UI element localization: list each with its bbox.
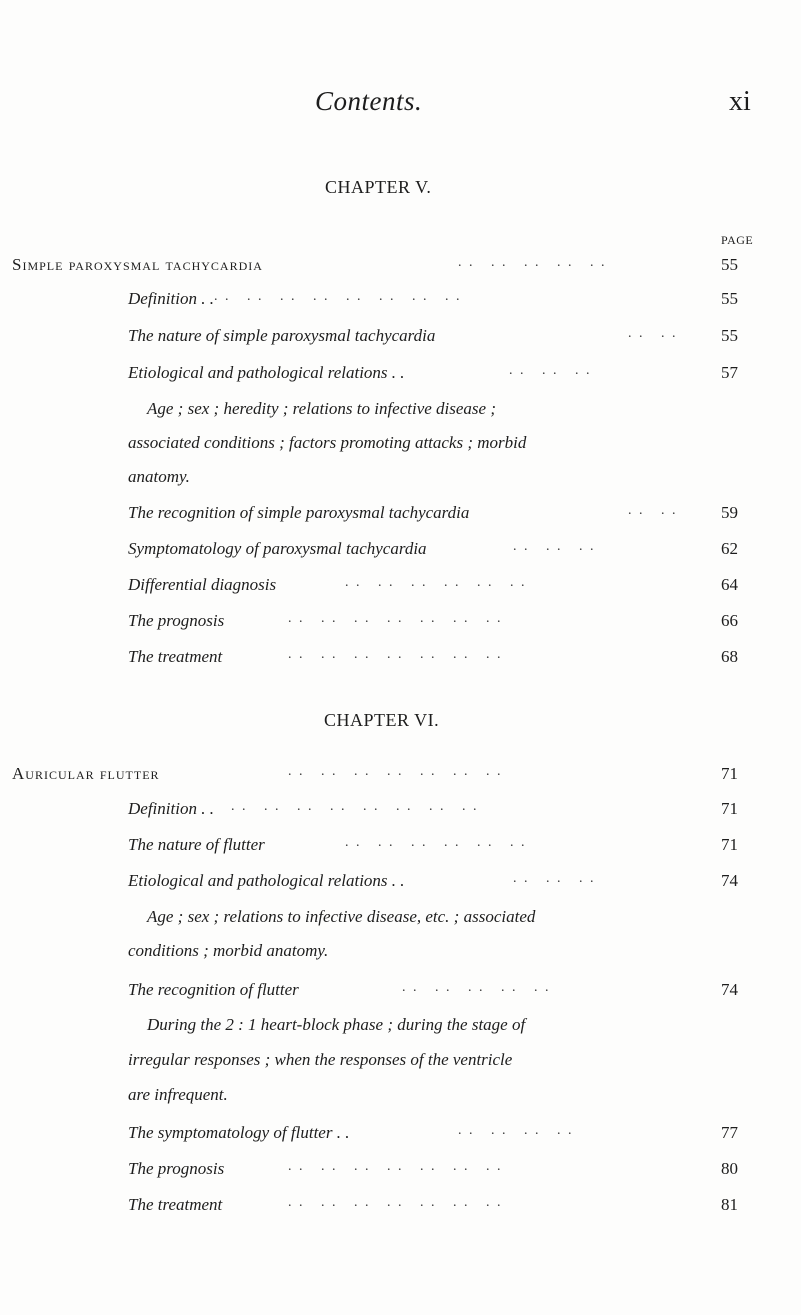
leader-dots: .. .. .. .. .. .. .. xyxy=(288,1159,508,1174)
page-ref: 55 xyxy=(721,326,738,345)
entry-description: anatomy. xyxy=(128,467,190,486)
leader-dots: .. .. .. xyxy=(513,539,601,554)
toc-entry-row xyxy=(0,503,801,527)
entry-title: The nature of flutter xyxy=(128,835,265,854)
leader-dots: .. .. .. .. .. .. .. xyxy=(288,1195,508,1210)
section-title: Simple paroxysmal tachycardia xyxy=(12,255,263,274)
entry-description: Age ; sex ; relations to infective disease, etc. ; associated xyxy=(147,907,536,926)
toc-entry-row xyxy=(0,980,801,1004)
entry-title: Definition . . xyxy=(128,289,214,308)
page-ref: 77 xyxy=(721,1123,738,1142)
section-title: Auricular flutter xyxy=(12,764,160,783)
leader-dots: .. .. .. .. .. .. .. .. xyxy=(214,289,467,304)
page-ref: 71 xyxy=(721,799,738,818)
entry-title: The symptomatology of flutter . . xyxy=(128,1123,350,1142)
entry-title: The recognition of simple paroxysmal tachycardia xyxy=(128,503,470,522)
page-ref: 59 xyxy=(721,503,738,522)
entry-description: irregular responses ; when the responses of the ventricle xyxy=(128,1050,513,1069)
entry-title: The nature of simple paroxysmal tachycardia xyxy=(128,326,436,345)
entry-description: are infrequent. xyxy=(128,1085,228,1104)
toc-entry-row xyxy=(0,871,801,895)
toc-entry-row xyxy=(0,611,801,635)
entry-title: Etiological and pathological relations . . xyxy=(128,363,405,382)
entry-title: Symptomatology of paroxysmal tachycardia xyxy=(128,539,427,558)
leader-dots: .. .. .. .. .. .. .. xyxy=(288,764,508,779)
page-ref: 64 xyxy=(721,575,738,594)
entry-title: Differential diagnosis xyxy=(128,575,277,594)
leader-dots: .. .. xyxy=(628,503,683,518)
page-ref: 55 xyxy=(721,255,738,274)
entry-description: associated conditions ; factors promoting attacks ; morbid xyxy=(128,433,527,452)
leader-dots: .. .. .. xyxy=(509,363,597,378)
page-ref: 71 xyxy=(721,764,738,783)
entry-title: The treatment xyxy=(128,647,223,666)
chapter-heading: CHAPTER VI. xyxy=(324,710,440,730)
entry-description: Age ; sex ; heredity ; relations to infective disease ; xyxy=(147,399,497,418)
toc-entry-row xyxy=(0,835,801,859)
page-ref: 71 xyxy=(721,835,738,854)
toc-entry-row xyxy=(0,647,801,671)
leader-dots: .. .. .. .. .. .. xyxy=(345,835,532,850)
leader-dots: .. .. .. .. .. .. .. xyxy=(288,647,508,662)
toc-entry-row xyxy=(0,539,801,563)
leader-dots: .. .. .. .. .. .. .. xyxy=(288,611,508,626)
leader-dots: .. .. xyxy=(628,326,683,341)
page-ref: 66 xyxy=(721,611,738,630)
page-ref: 80 xyxy=(721,1159,738,1178)
leader-dots: .. .. .. .. .. xyxy=(402,980,556,995)
toc-entry-row xyxy=(0,799,801,823)
leader-dots: .. .. .. .. xyxy=(458,1123,579,1138)
page-ref: 81 xyxy=(721,1195,738,1214)
entry-description: conditions ; morbid anatomy. xyxy=(128,941,329,960)
leader-dots: .. .. .. .. .. .. xyxy=(345,575,532,590)
leader-dots: .. .. .. .. .. xyxy=(458,255,612,270)
page-ref: 74 xyxy=(721,871,738,890)
toc-entry-row xyxy=(0,1123,801,1147)
toc-entry-row xyxy=(0,363,801,387)
entry-title: The treatment xyxy=(128,1195,223,1214)
page-ref: 68 xyxy=(721,647,738,666)
toc-section-row xyxy=(0,255,801,279)
leader-dots: .. .. .. .. .. .. .. .. xyxy=(231,799,484,814)
toc-entry-row xyxy=(0,1159,801,1183)
entry-description: During the 2 : 1 heart-block phase ; during the stage of xyxy=(147,1015,526,1034)
toc-section-row xyxy=(0,764,801,788)
running-title: Contents. xyxy=(315,86,423,116)
toc-entry-row xyxy=(0,575,801,599)
entry-title: Etiological and pathological relations . . xyxy=(128,871,405,890)
entry-title: The prognosis xyxy=(128,1159,225,1178)
leader-dots: .. .. .. xyxy=(513,871,601,886)
page-ref: 57 xyxy=(721,363,738,382)
toc-entry-row xyxy=(0,1195,801,1219)
page-ref: 55 xyxy=(721,289,738,308)
page-column-label: PAGE xyxy=(721,233,754,247)
toc-entry-row xyxy=(0,326,801,350)
entry-title: Definition . . xyxy=(128,799,214,818)
page-number: xi xyxy=(729,86,751,117)
entry-title: The prognosis xyxy=(128,611,225,630)
chapter-heading: CHAPTER V. xyxy=(325,177,432,197)
page-ref: 62 xyxy=(721,539,738,558)
toc-entry-row xyxy=(0,289,801,313)
page-ref: 74 xyxy=(721,980,738,999)
entry-title: The recognition of flutter xyxy=(128,980,299,999)
